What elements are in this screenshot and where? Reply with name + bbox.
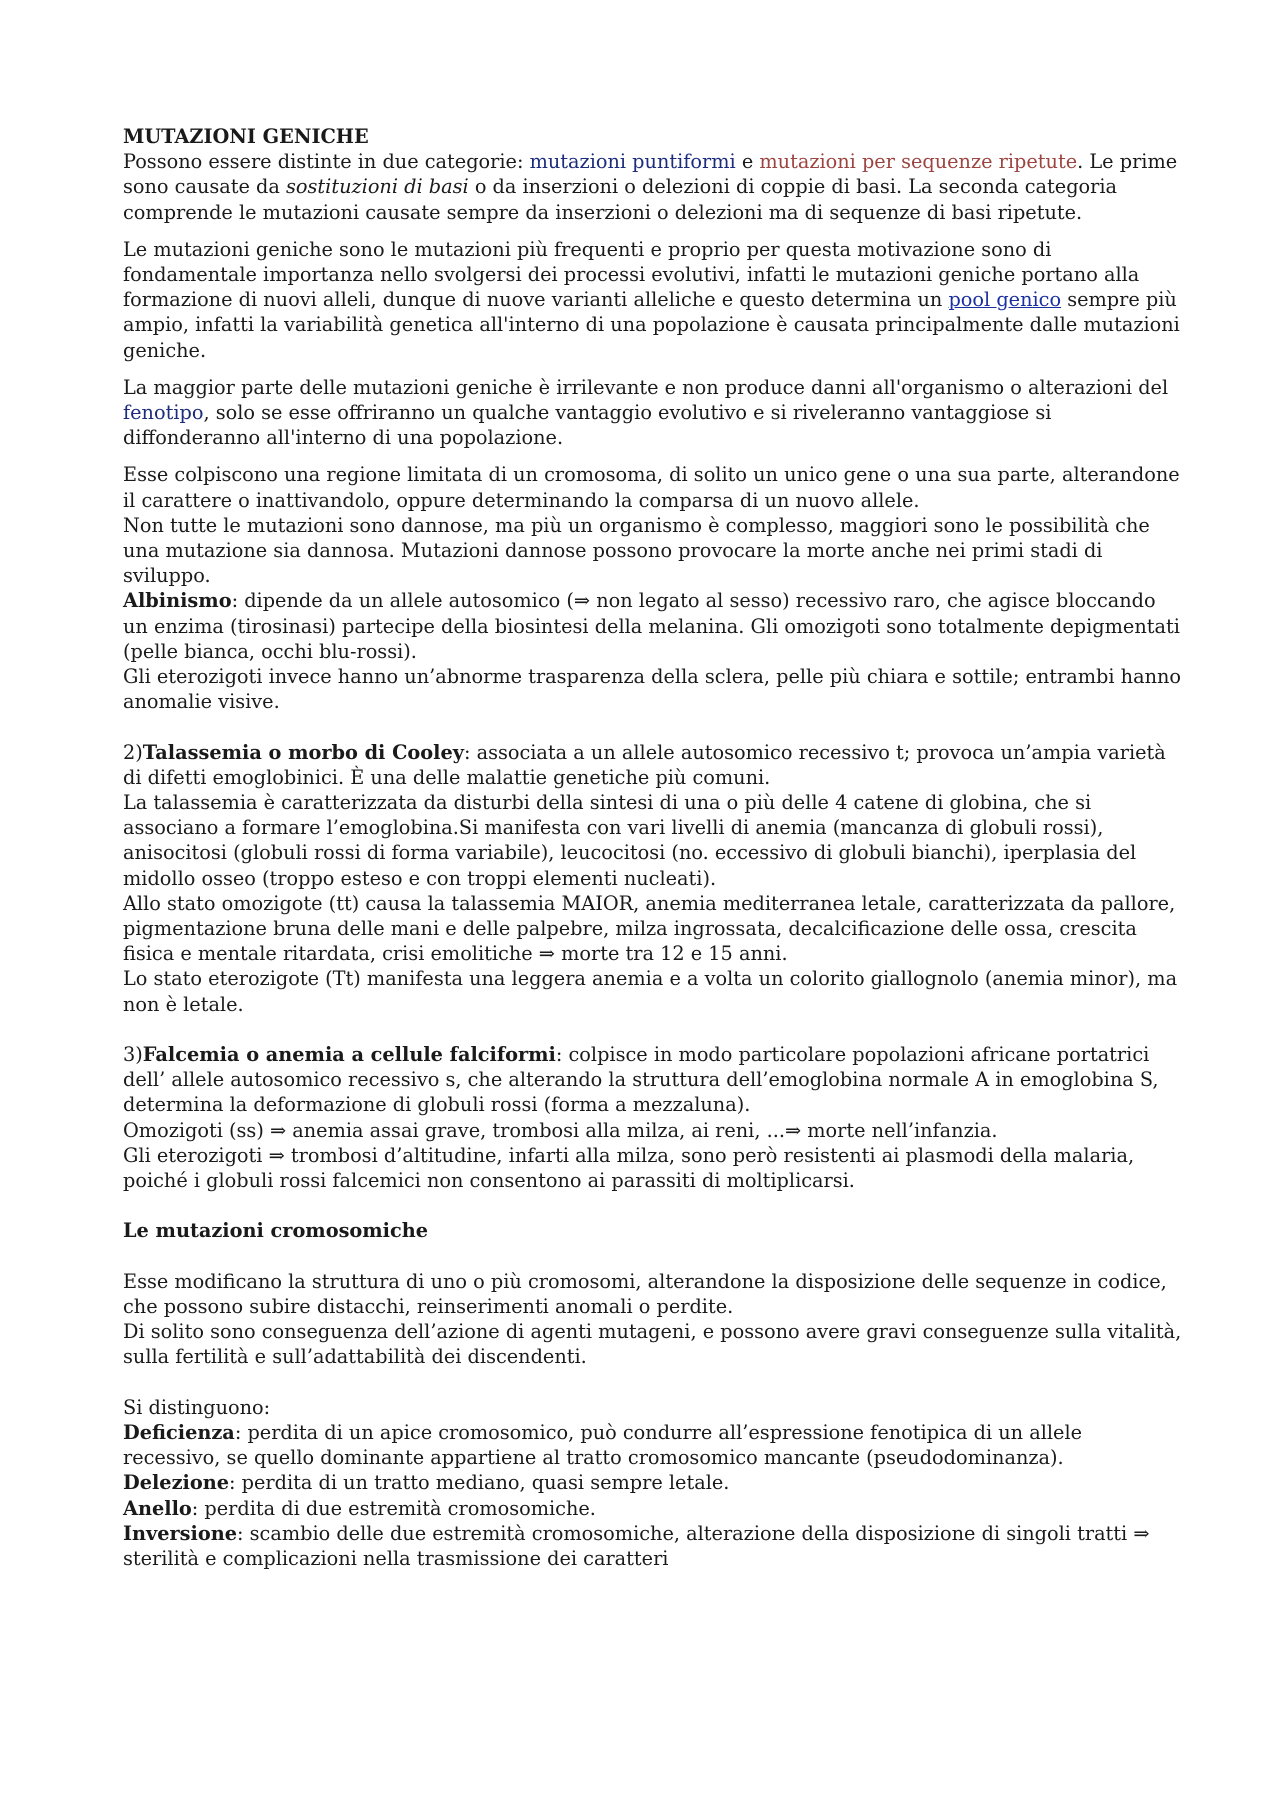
paragraph-frequency [123,237,1183,363]
term-albinismo: Albinismo [123,589,232,613]
text-span: sempre più ampio, infatti la variabilità genetica all'interno di una popolazione è causata principalmente dalle mutazioni geniche. [123,288,1180,362]
paragraph-albinismo-eterozigoti: Gli eterozigoti invece hanno un’abnorme trasparenza della sclera, pelle più chiara e sottile; entrambi hanno anomalie visive. [123,665,1182,714]
term-inversione: Inversione [123,1521,237,1545]
text-span: , solo se esse offriranno un qualche vantaggio evolutivo e si riveleranno vantaggiose si diffonderanno all'interno di una popolazione. [123,401,1052,450]
document-page [123,124,1183,1571]
spacer [123,1017,1183,1042]
section-title-cromosomiche: Le mutazioni cromosomiche [123,1219,429,1243]
term-delezione: Delezione [123,1471,229,1495]
list-item [123,1521,1183,1571]
paragraph-region: Esse colpiscono una regione limitata di un cromosoma, di solito un unico gene o una sua parte, alterandone il carattere o inattivandolo, oppure determinando la comparsa di un nuovo allele. [123,463,1180,512]
spacer [123,1244,1183,1269]
term-talassemia: Talassemia o morbo di Cooley [142,740,464,764]
term-deficienza: Deficienza [123,1421,235,1445]
paragraph-irrelevance [123,375,1183,451]
text-span: . Le prime sono causate da [123,150,1178,199]
paragraph-cromosomiche-struttura: Esse modificano la struttura di uno o più cromosomi, alterandone la disposizione delle sequenze in codice, che possono subire distacchi, reinserimenti anomali o perdite. [123,1269,1167,1319]
paragraph-talassemia [123,740,1183,790]
text-span: Le mutazioni geniche sono le mutazioni più frequenti e proprio per questa motivazione sono di fondamentale importanza nello svolgersi dei processi evolutivi, infatti le mutazioni geniche portano alla formazione di nuovi alleli, dunque di nuove varianti alleliche e questo determina un [123,237,1140,312]
text-span: : colpisce in modo particolare popolazioni africane portatrici dell’ allele autosomico recessivo s, che alterando la struttura dell’emoglobina normale A in emoglobina S, determina la deformazione di globuli rossi (forma a mezzaluna). [123,1043,1159,1117]
text-span: : scambio delle due estremità cromosomiche, alterazione della disposizione di singoli tratti ⇒ sterilità e complicazioni nella trasmissione dei caratteri [123,1521,1150,1571]
paragraph-talassemia-synthesis: La talassemia è caratterizzata da disturbi della sintesi di una o più delle 4 catene di globina, che si associano a formare l’emoglobina.Si manifesta con vari livelli di anemia (mancanza di globuli rossi), anisocitosi (globuli rossi di forma variabile), leucocitosi (no. eccessivo di globuli bianchi), iperplasia del midollo osseo (troppo esteso e con troppi elementi nucleati). [123,791,1137,890]
paragraph-albinismo [123,588,1183,664]
list-item [123,1496,1183,1521]
text-span: Possono essere distinte in due categorie: [123,150,530,174]
text-span: : perdita di un apice cromosomico, può condurre all’espressione fenotipica di un allele recessivo, se quello dominante appartiene al tratto cromosomico mancante (pseudodominanza). [123,1421,1083,1470]
text-span: : perdita di due estremità cromosomiche. [191,1496,596,1520]
text-span: : associata a un allele autosomico recessivo t; provoca un’ampia varietà di difetti emoglobinici. È una delle malattie genetiche più comuni. [123,740,1166,789]
paragraph-falcemia-eterozigoti: Gli eterozigoti ⇒ trombosi d’altitudine, infarti alla milza, sono però resistenti ai plasmodi della malaria, poiché i globuli rossi falcemici non consentono ai parassiti di moltiplicarsi. [123,1143,1135,1193]
spacer [123,1370,1183,1395]
paragraph-si-distinguono: Si distinguono: [123,1395,271,1419]
text-span: e [735,150,760,174]
emphasis-sostituzioni: sostituzioni di basi [286,175,469,199]
spacer [123,1193,1183,1218]
list-number: 2) [123,740,143,764]
text-span: o da inserzioni o delezioni di coppie di basi. La seconda categoria comprende le mutazioni causate sempre da inserzioni o delezioni ma di sequenze di basi ripetute. [123,175,1118,224]
paragraph-harmful: Non tutte le mutazioni sono dannose, ma più un organismo è complesso, maggiori sono le possibilità che una mutazione sia dannosa. Mutazioni dannose possono provocare la morte anche nei primi stadi di sviluppo. [123,513,1150,588]
section-title: MUTAZIONI GENICHE [123,125,369,148]
text-span: : perdita di un tratto mediano, quasi sempre letale. [229,1471,730,1495]
paragraph-falcemia [123,1042,1183,1118]
text-span: La maggior parte delle mutazioni geniche è irrilevante e non produce danni all'organismo o alterazioni del [123,375,1169,399]
term-anello: Anello [123,1496,192,1520]
paragraph-cromosomiche-conseguenze: Di solito sono conseguenza dell’azione di agenti mutageni, e possono avere gravi conseguenze sulla vitalità, sulla fertilità e sull’adattabilità dei discendenti. [123,1320,1182,1369]
term-mutazioni-sequenze-ripetute: mutazioni per sequenze ripetute [759,150,1078,174]
paragraph-talassemia-minor: Lo stato eterozigote (Tt) manifesta una leggera anemia e a volta un colorito giallognolo (anemia minor), ma non è letale. [123,967,1178,1016]
term-falcemia: Falcemia o anemia a cellule falciformi [142,1043,556,1067]
text-span: : dipende da un allele autosomico (⇒ non legato al sesso) recessivo raro, che agisce bloccando un enzima (tirosinasi) partecipe della biosintesi della melanina. Gli omozigoti sono totalmente depigmentati (pelle bianca, occhi blu-rossi). [123,589,1180,663]
spacer [123,714,1183,739]
paragraph-falcemia-omozigoti: Omozigoti (ss) ⇒ anemia assai grave, trombosi alla milza, ai reni, ...⇒ morte nell’infanzia. [123,1118,998,1142]
list-item [123,1420,1183,1470]
paragraph-categories [123,149,1183,225]
pool-genico-link[interactable]: pool genico [948,288,1062,312]
term-mutazioni-puntiformi: mutazioni puntiformi [529,150,736,174]
list-number: 3) [123,1043,143,1067]
list-item [123,1470,1183,1495]
term-fenotipo: fenotipo [123,401,204,425]
paragraph-talassemia-maior: Allo stato omozigote (tt) causa la talassemia MAIOR, anemia mediterranea letale, caratterizzata da pallore, pigmentazione bruna delle mani e delle palpebre, milza ingrossata, decalcificazione delle ossa, crescita fisica e mentale ritardata, crisi emolitiche ⇒ morte tra 12 e 15 anni. [123,891,1176,966]
